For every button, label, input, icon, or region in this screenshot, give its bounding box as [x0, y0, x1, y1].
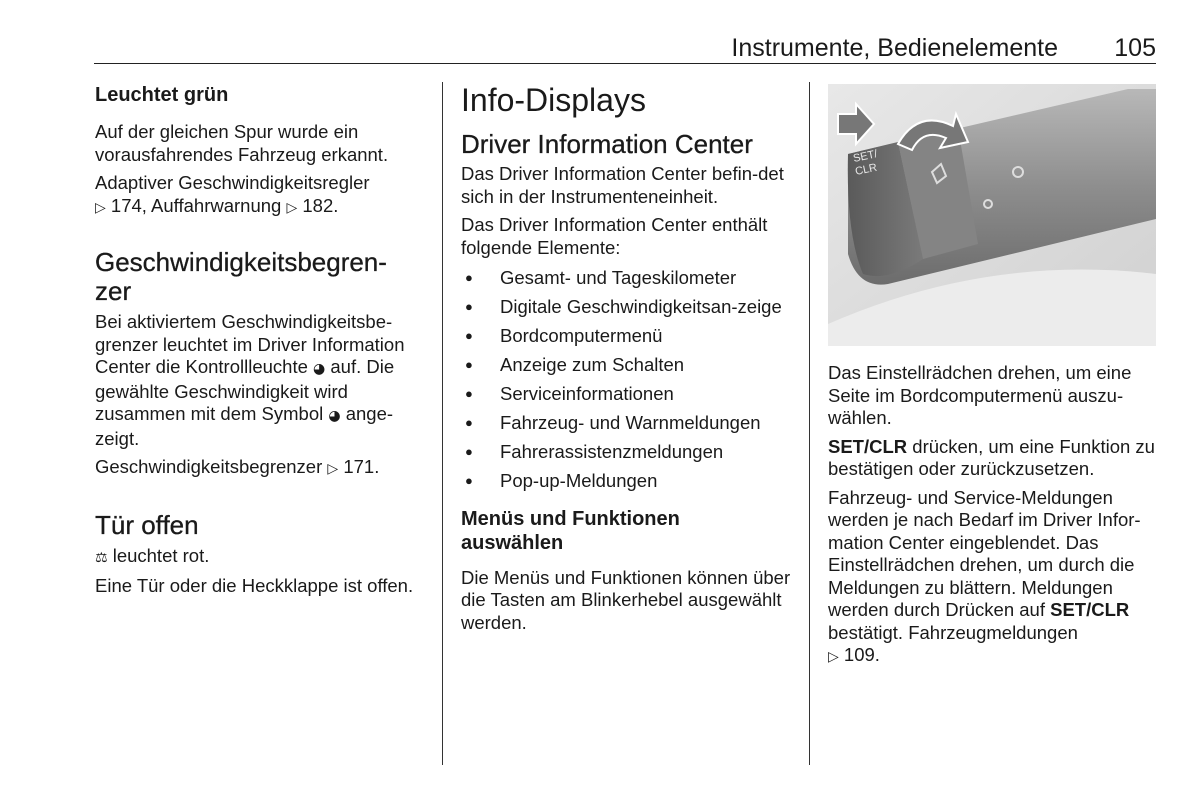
right-paragraph-2: [828, 436, 1160, 481]
column-right: [828, 362, 1160, 669]
section-title: Info-Displays: [461, 82, 646, 118]
chapter-title: Instrumente, Bedienelemente: [731, 34, 1058, 62]
page-reference[interactable]: 109.: [843, 644, 880, 665]
page-reference[interactable]: 171.: [343, 456, 380, 477]
door-heading: Tür offen: [95, 509, 199, 540]
dic-paragraph-2: Das Driver Information Center enthält folgende Elemente:: [461, 214, 768, 258]
dic-elements-list: [461, 267, 796, 493]
limiter-paragraph-1: [95, 311, 423, 450]
column-middle: [461, 82, 796, 634]
limiter-paragraph-2: [95, 456, 423, 481]
right-paragraph-1: Das Einstellrädchen drehen, um eine Seite im Bordcomputermenü auszu-wählen.: [828, 362, 1132, 428]
button-name: SET/CLR: [828, 435, 908, 457]
door-paragraph-1: [95, 545, 423, 570]
text-span: drücken, um eine Funktion zu bestätigen oder zurückzusetzen.: [828, 435, 1155, 479]
list-item: ● Serviceinformationen: [461, 383, 796, 406]
list-item: ● Bordcomputermenü: [461, 325, 796, 348]
green-paragraph-1: Auf der gleichen Spur wurde ein vorausfahrendes Fahrzeug erkannt.: [95, 121, 389, 165]
list-item: ● Fahrerassistenzmeldungen: [461, 441, 796, 464]
door-open-icon: ⚖: [95, 549, 108, 566]
page-header: [94, 34, 1156, 64]
text-span: auf. Die gewählte Geschwindigkeit wird zusammen mit dem Symbol: [95, 356, 395, 424]
text-span: Adaptiver Geschwindigkeitsregler: [95, 172, 370, 193]
reference-arrow-icon: ▷: [828, 649, 839, 665]
heading-line: zer: [95, 276, 132, 306]
door-paragraph-2: Eine Tür oder die Heckklappe ist offen.: [95, 575, 414, 596]
turn-signal-lever-figure: [828, 84, 1156, 346]
reference-arrow-icon: ▷: [286, 199, 298, 216]
dic-paragraph-1: Das Driver Information Center befin-det sich in der Instrumenteneinheit.: [461, 163, 784, 207]
dic-heading: Driver Information Center: [461, 129, 753, 159]
text-span: Geschwindigkeitsbegrenzer: [95, 456, 323, 477]
column-left: [95, 82, 423, 598]
column-divider: [442, 82, 443, 765]
text-span: Bei aktiviertem Geschwindigkeitsbe-grenzer leuchtet im Driver Information Center die Kontrollleuchte: [95, 311, 405, 377]
right-paragraph-3: [828, 487, 1160, 669]
list-item: ● Anzeige zum Schalten: [461, 354, 796, 377]
menus-heading: Menüs und Funktionen auswählen: [461, 507, 680, 554]
speedometer-icon: ◕: [313, 361, 326, 377]
list-item: ● Digitale Geschwindigkeitsan-zeige: [461, 296, 796, 319]
list-item: ● Fahrzeug- und Warnmeldungen: [461, 412, 796, 435]
button-name: SET/CLR: [1050, 599, 1130, 620]
speedometer-icon: ◕: [328, 408, 341, 424]
limiter-heading: [95, 248, 423, 306]
heading-line: Geschwindigkeitsbegren-: [95, 247, 387, 277]
text-span: Fahrzeug- und Service-Meldungen werden je nach Bedarf im Driver Infor-mation Center eingeblendet. Das Einstellrädchen drehen, um durch die Meldungen zu blättern. Meldungen werden durch Drücken auf: [828, 486, 1141, 620]
list-item: ● Pop-up-Meldungen: [461, 470, 796, 493]
text-span: leuchtet rot.: [112, 544, 210, 566]
page-reference[interactable]: 174, Auffahrwarnung: [110, 194, 282, 216]
text-span: ange-zeigt.: [95, 403, 394, 449]
text-span: bestätigt. Fahrzeugmeldungen: [828, 621, 1078, 643]
header-divider: [94, 63, 1156, 64]
reference-arrow-icon: ▷: [327, 461, 339, 477]
page-reference[interactable]: 182.: [302, 194, 339, 216]
button-label: CLR: [854, 161, 879, 178]
list-item: ● Gesamt- und Tageskilometer: [461, 267, 796, 290]
lever-illustration: [828, 84, 1156, 346]
page-number: 105: [1114, 34, 1156, 62]
column-divider: [809, 82, 810, 765]
menus-paragraph: Die Menüs und Funktionen können über die Tasten am Blinkerhebel ausgewählt werden.: [461, 566, 791, 633]
green-paragraph-2: [95, 172, 423, 219]
green-heading: Leuchtet grün: [95, 84, 229, 106]
button-label: SET/: [852, 148, 879, 165]
reference-arrow-icon: ▷: [95, 199, 106, 216]
